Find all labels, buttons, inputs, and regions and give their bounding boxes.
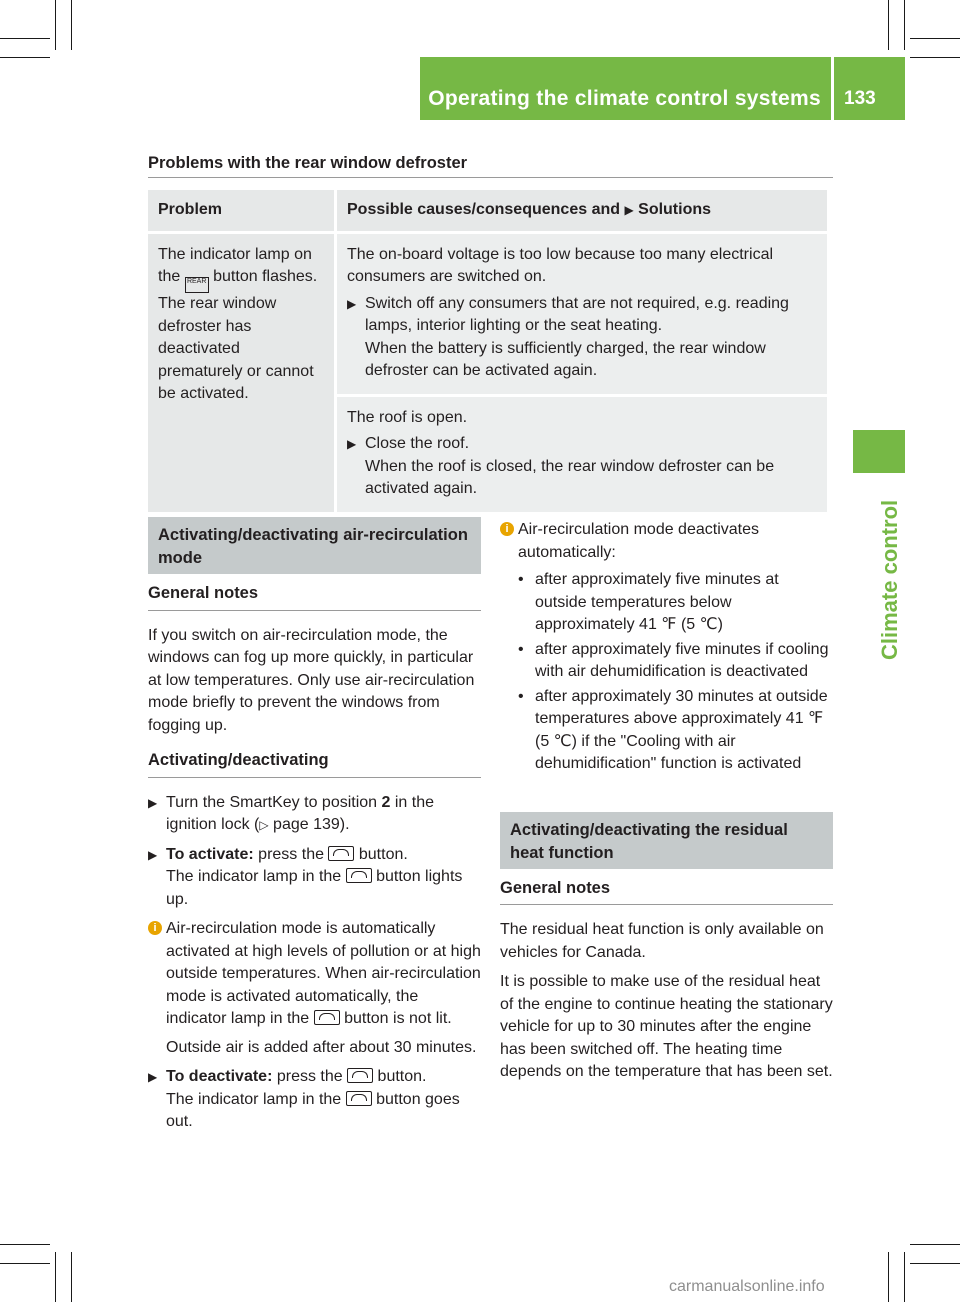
arrow-icon: ▶: [347, 437, 357, 451]
step-label: To activate:: [166, 845, 254, 863]
rear-defroster-icon: REAR: [185, 277, 209, 293]
paragraph: It is possible to make use of the residual heat of the engine to continue heating the stationary vehicle for up to 30 minutes after the engine has been switched off. The heating time depends on the temperature that has been set.: [500, 973, 833, 1080]
col-causes-label: Possible causes/consequences and: [347, 201, 625, 218]
section-heading: Activating/deactivating air-recirculation mode: [148, 517, 481, 574]
problem-text: button flashes. The rear window defroster has deactivated prematurely or cannot be activated.: [158, 268, 318, 402]
problem-cell: [148, 234, 334, 512]
table-header-row: [148, 190, 827, 231]
crop-mark: [888, 0, 889, 50]
col-problem-header: Problem: [148, 190, 334, 231]
instruction-step: [148, 844, 481, 912]
step-result: When the roof is closed, the rear window defroster can be activated again.: [365, 457, 775, 497]
info-icon: i: [148, 921, 162, 935]
crop-mark: [55, 1252, 56, 1302]
crop-mark: [910, 38, 960, 39]
bullet-icon: •: [518, 571, 524, 588]
crop-mark: [910, 1244, 960, 1245]
solution-step: [347, 293, 817, 383]
key-position: 2: [381, 793, 391, 811]
page-number: 133: [844, 88, 876, 109]
table-row: [148, 234, 827, 394]
col-solutions-label: Solutions: [638, 201, 712, 218]
step-text: press the: [272, 1068, 348, 1085]
side-tab-marker: [853, 430, 905, 473]
cause-cell: [337, 397, 827, 512]
instruction-step: [148, 1066, 481, 1134]
header-title-bar: [420, 57, 831, 120]
crop-mark: [0, 38, 50, 39]
subsection-heading: General notes: [148, 582, 481, 611]
page-ref[interactable]: page 139).: [268, 816, 350, 833]
step-text: button.: [373, 1068, 427, 1085]
header-page-bar: [834, 57, 905, 120]
info-icon: i: [500, 522, 514, 536]
instruction-step: [148, 792, 481, 837]
crop-mark: [0, 1263, 50, 1264]
crop-mark: [71, 0, 72, 50]
info-text: Outside air is added after about 30 minutes.: [166, 1038, 477, 1056]
step-text: button.: [354, 845, 408, 863]
left-column: [148, 517, 481, 1134]
info-text: Air-recirculation mode deactivates automatically:: [518, 521, 759, 561]
arrow-icon: ▶: [624, 203, 634, 217]
step-text: press the: [253, 845, 329, 863]
problems-table: [145, 187, 830, 515]
page-title: Operating the climate control systems: [428, 87, 821, 110]
subsection-heading: General notes: [500, 877, 833, 906]
step-result: The indicator lamp in the: [166, 868, 346, 885]
cause-cell: [337, 234, 827, 394]
crop-mark: [55, 0, 56, 50]
list-item: [518, 569, 833, 637]
recirculation-icon: [328, 846, 354, 861]
crop-mark: [904, 0, 905, 50]
recirculation-icon: [314, 1010, 340, 1025]
step-result: button lights up.: [166, 868, 463, 908]
info-text: button is not lit.: [339, 1010, 452, 1027]
subsection-heading: Activating/deactivating: [148, 749, 481, 778]
list-item-text: after approximately 30 minutes at outside temperatures above approximately 41 ℉ (5 ℃) if the "Cooling with air dehumidification" function is activated: [535, 687, 828, 772]
side-tab-label: Climate control: [877, 499, 902, 660]
crop-mark: [910, 57, 960, 58]
right-column: [500, 519, 833, 1091]
watermark: carmanualsonline.info: [669, 1278, 825, 1295]
crop-mark: [0, 57, 50, 58]
crop-mark: [910, 1263, 960, 1264]
bullet-icon: •: [518, 640, 524, 658]
list-item-text: after approximately five minutes if cooling with air dehumidification is deactivated: [535, 640, 829, 680]
divider: [148, 177, 833, 178]
list-item: [518, 639, 833, 684]
crop-mark: [888, 1252, 889, 1302]
cause-text: The on-board voltage is too low because too many electrical consumers are switched on.: [347, 245, 774, 285]
recirculation-icon: [346, 1091, 372, 1106]
arrow-icon: ▶: [347, 296, 357, 311]
page-ref-icon: ▷: [259, 818, 269, 832]
crop-mark: [0, 1244, 50, 1245]
recirculation-icon: [347, 1068, 373, 1083]
list-item: [518, 686, 833, 776]
arrow-icon: ▶: [148, 795, 158, 810]
step-label: To deactivate:: [166, 1068, 273, 1085]
step-result: The indicator lamp in the: [166, 1090, 346, 1108]
crop-mark: [904, 1252, 905, 1302]
crop-mark: [71, 1252, 72, 1302]
solution-step: [347, 433, 817, 501]
paragraph: The residual heat function is only available on vehicles for Canada.: [500, 921, 824, 961]
bullet-icon: •: [518, 687, 524, 705]
section-heading: Activating/deactivating the residual heat function: [500, 812, 833, 869]
step-text: Close the roof.: [365, 435, 470, 452]
step-text: Turn the SmartKey to position: [166, 793, 382, 811]
problem-text: The indicator lamp on the: [158, 245, 312, 285]
cause-text: The roof is open.: [347, 408, 468, 426]
list-item-text: after approximately five minutes at outside temperatures below approximately 41 ℉ (5 ℃): [535, 571, 779, 633]
arrow-icon: ▶: [148, 1070, 158, 1084]
step-text: in the ignition lock (: [166, 793, 435, 833]
info-note: [148, 918, 481, 1059]
col-causes-header: [337, 190, 827, 231]
side-tab: [853, 480, 905, 665]
info-text: Air-recirculation mode is automatically activated at high levels of pollution or at high outside temperatures. When air-recirculation mode is activated automatically, the indicator lamp in the: [166, 920, 481, 1027]
paragraph: If you switch on air-recirculation mode, the windows can fog up more quickly, in particular at low temperatures. Only use air-recirculation mode briefly to prevent the windows from fogging up.: [148, 626, 475, 734]
step-result: button goes out.: [166, 1090, 460, 1130]
section-title: Problems with the rear window defroster: [148, 154, 468, 172]
info-note: [500, 519, 833, 776]
step-text: Switch off any consumers that are not required, e.g. reading lamps, interior lighting or the seat heating.: [365, 294, 789, 334]
recirculation-icon: [346, 868, 372, 883]
arrow-icon: ▶: [148, 847, 158, 862]
step-result: When the battery is sufficiently charged, the rear window defroster can be activated again.: [365, 339, 766, 379]
